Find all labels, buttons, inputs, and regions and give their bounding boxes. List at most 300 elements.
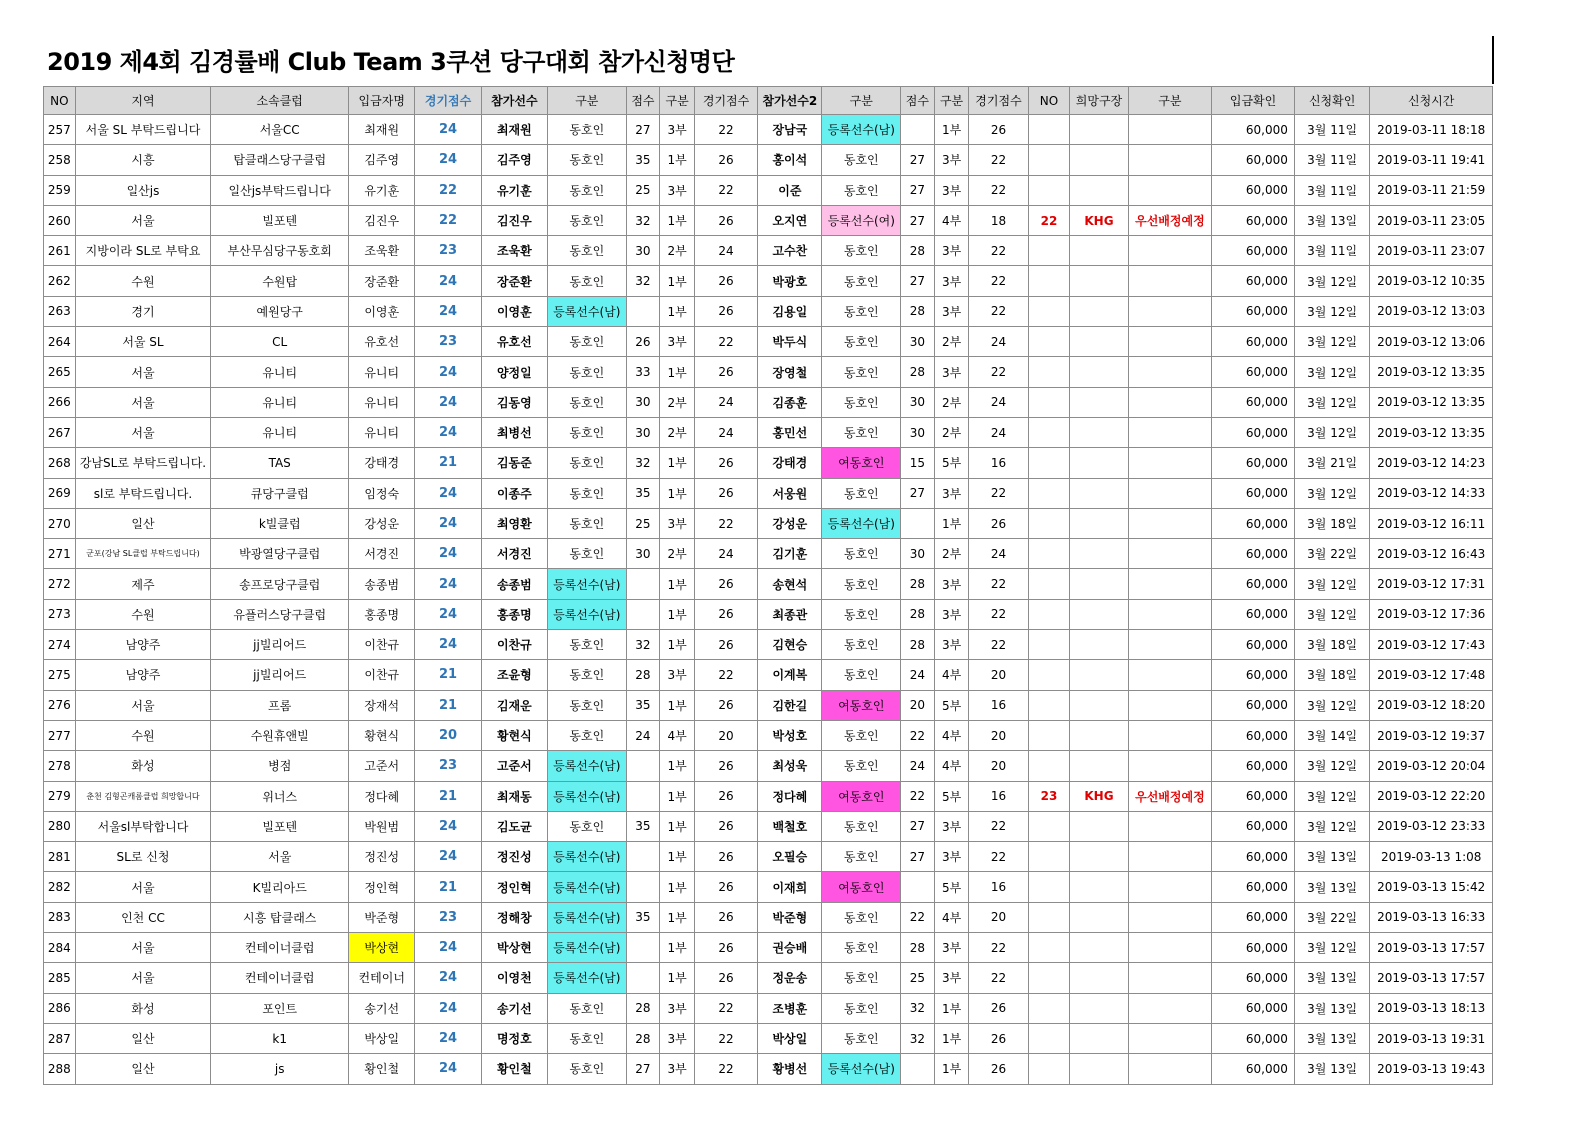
- cell-region: 수원: [75, 720, 211, 750]
- cell-player2-match-score: 22: [969, 569, 1028, 599]
- table-row: [44, 236, 1493, 266]
- header-depositor: 입금자명: [349, 87, 415, 115]
- cell-player2-points: 22: [901, 781, 935, 811]
- cell-player2: 오필승: [758, 842, 822, 872]
- cell-player1-type: 등록선수(남): [548, 569, 627, 599]
- cell-player1-points: [626, 842, 660, 872]
- cell-player1-division: 2부: [660, 417, 695, 447]
- cell-player1-match-score: 26: [694, 902, 757, 932]
- cell-no2: [1028, 1054, 1070, 1084]
- cell-application-confirm: 3월 12일: [1294, 933, 1370, 963]
- cell-player1-points: [626, 751, 660, 781]
- cell-club: 컨테이너클럽: [211, 963, 349, 993]
- cell-application-confirm: 3월 22일: [1294, 902, 1370, 932]
- cell-match-score: 24: [415, 296, 481, 326]
- cell-match-score: 22: [415, 175, 481, 205]
- cell-region: sl로 부탁드립니다.: [75, 478, 211, 508]
- cell-no: 281: [44, 842, 76, 872]
- cell-application-confirm: 3월 12일: [1294, 327, 1370, 357]
- cell-venue-type: 우선배정예정: [1128, 781, 1212, 811]
- cell-application-confirm: 3월 13일: [1294, 872, 1370, 902]
- cell-application-time: 2019-03-12 18:20: [1370, 690, 1493, 720]
- cell-application-confirm: 3월 13일: [1294, 1054, 1370, 1084]
- cell-player2: 황병선: [758, 1054, 822, 1084]
- cell-player1-match-score: 24: [694, 417, 757, 447]
- cell-no: 269: [44, 478, 76, 508]
- cell-no: 271: [44, 539, 76, 569]
- cell-region: 서울: [75, 417, 211, 447]
- cell-preferred-venue: [1070, 599, 1128, 629]
- cell-player2-match-score: 16: [969, 690, 1028, 720]
- cell-player1: 박상현: [481, 933, 547, 963]
- cell-player1-type: 동호인: [548, 1023, 627, 1053]
- cell-venue-type: [1128, 963, 1212, 993]
- cell-venue-type: [1128, 751, 1212, 781]
- cell-player2: 박광호: [758, 266, 822, 296]
- cell-depositor: 김주영: [349, 145, 415, 175]
- cell-player2-division: 3부: [934, 478, 969, 508]
- cell-player1-division: 1부: [660, 933, 695, 963]
- cell-player2: 박상일: [758, 1023, 822, 1053]
- cell-club: 빌포텐: [211, 205, 349, 235]
- cell-player1: 양정일: [481, 357, 547, 387]
- cell-player1-match-score: 26: [694, 569, 757, 599]
- cell-player1-type: 동호인: [548, 993, 627, 1023]
- cell-player1: 황인철: [481, 1054, 547, 1084]
- cell-region: 서울: [75, 933, 211, 963]
- cell-depositor: 홍종명: [349, 599, 415, 629]
- cell-club: k빌클럽: [211, 508, 349, 538]
- cell-player1-type: 동호인: [548, 630, 627, 660]
- cell-venue-type: [1128, 539, 1212, 569]
- cell-application-confirm: 3월 13일: [1294, 993, 1370, 1023]
- cell-payment-confirm: 60,000: [1212, 933, 1295, 963]
- cell-player2-points: 30: [901, 417, 935, 447]
- cell-application-time: 2019-03-11 19:41: [1370, 145, 1493, 175]
- cell-region: 남양주: [75, 630, 211, 660]
- header-player1-type: 구분: [548, 87, 627, 115]
- page-title: 2019 제4회 김경률배 Club Team 3쿠션 당구대회 참가신청명단: [47, 48, 735, 76]
- cell-club: 유니티: [211, 357, 349, 387]
- cell-venue-type: [1128, 327, 1212, 357]
- cell-region: 춘천 김형곤캐롬클럽 희망합니다: [75, 781, 211, 811]
- cell-player1-type: 동호인: [548, 508, 627, 538]
- cell-depositor: 김진우: [349, 205, 415, 235]
- cell-player2-points: 27: [901, 175, 935, 205]
- cell-player1-match-score: 26: [694, 145, 757, 175]
- cell-application-time: 2019-03-11 23:07: [1370, 236, 1493, 266]
- table-row: [44, 720, 1493, 750]
- cell-venue-type: [1128, 872, 1212, 902]
- cell-player1-type: 동호인: [548, 266, 627, 296]
- cell-player2-type: 동호인: [822, 811, 901, 841]
- cell-player1-division: 1부: [660, 902, 695, 932]
- cell-player1-match-score: 26: [694, 630, 757, 660]
- cell-player1-points: [626, 599, 660, 629]
- cell-club: jj빌리어드: [211, 630, 349, 660]
- cell-player1-division: 1부: [660, 478, 695, 508]
- cell-application-time: 2019-03-12 17:43: [1370, 630, 1493, 660]
- cell-player1-match-score: 26: [694, 357, 757, 387]
- cell-preferred-venue: [1070, 448, 1128, 478]
- cell-application-time: 2019-03-11 21:59: [1370, 175, 1493, 205]
- cell-region: 수원: [75, 599, 211, 629]
- cell-preferred-venue: [1070, 357, 1128, 387]
- cell-player2-division: 1부: [934, 1023, 969, 1053]
- header-player1-match-score: 경기점수: [694, 87, 757, 115]
- cell-player1: 김도균: [481, 811, 547, 841]
- cell-venue-type: [1128, 387, 1212, 417]
- cell-player1: 송기선: [481, 993, 547, 1023]
- cell-player2: 송현석: [758, 569, 822, 599]
- cell-region: 화성: [75, 993, 211, 1023]
- cell-payment-confirm: 60,000: [1212, 599, 1295, 629]
- cell-player1: 이찬규: [481, 630, 547, 660]
- cell-player1-points: [626, 872, 660, 902]
- cell-player2-division: 4부: [934, 660, 969, 690]
- cell-player2-points: 27: [901, 145, 935, 175]
- cell-player2-type: 여동호인: [822, 448, 901, 478]
- table-row: [44, 902, 1493, 932]
- cell-no: 258: [44, 145, 76, 175]
- cell-player1-match-score: 26: [694, 296, 757, 326]
- cell-player1-division: 2부: [660, 236, 695, 266]
- cell-no: 279: [44, 781, 76, 811]
- cell-player1-division: 1부: [660, 205, 695, 235]
- cell-player2-points: 28: [901, 236, 935, 266]
- cell-player2: 이재희: [758, 872, 822, 902]
- cell-venue-type: [1128, 933, 1212, 963]
- table-row: [44, 599, 1493, 629]
- cell-player1-type: 동호인: [548, 357, 627, 387]
- cell-no2: [1028, 902, 1070, 932]
- cell-no2: [1028, 115, 1070, 145]
- cell-payment-confirm: 60,000: [1212, 296, 1295, 326]
- cell-player2-match-score: 26: [969, 1023, 1028, 1053]
- cell-depositor: 강성운: [349, 508, 415, 538]
- cell-no2: 23: [1028, 781, 1070, 811]
- cell-club: k1: [211, 1023, 349, 1053]
- cell-player2-match-score: 26: [969, 993, 1028, 1023]
- cell-player2-division: 1부: [934, 1054, 969, 1084]
- cell-player2-match-score: 20: [969, 751, 1028, 781]
- cell-player2-type: 동호인: [822, 357, 901, 387]
- cell-application-confirm: 3월 12일: [1294, 266, 1370, 296]
- cell-payment-confirm: 60,000: [1212, 387, 1295, 417]
- cell-player1-match-score: 26: [694, 478, 757, 508]
- cell-region: 서울: [75, 205, 211, 235]
- cell-no2: [1028, 478, 1070, 508]
- cell-application-confirm: 3월 14일: [1294, 720, 1370, 750]
- cell-preferred-venue: [1070, 872, 1128, 902]
- cell-player1-division: 1부: [660, 963, 695, 993]
- cell-player2-type: 동호인: [822, 145, 901, 175]
- cell-preferred-venue: [1070, 1023, 1128, 1053]
- header-player2-division: 구분: [934, 87, 969, 115]
- cell-application-time: 2019-03-13 18:13: [1370, 993, 1493, 1023]
- cell-player1-division: 1부: [660, 690, 695, 720]
- cell-no: 274: [44, 630, 76, 660]
- cell-player2-type: 동호인: [822, 751, 901, 781]
- cell-depositor: 이영훈: [349, 296, 415, 326]
- cell-player1-division: 1부: [660, 448, 695, 478]
- cell-region: 남양주: [75, 660, 211, 690]
- cell-player1-points: 30: [626, 387, 660, 417]
- cell-player2: 김한길: [758, 690, 822, 720]
- cell-application-confirm: 3월 12일: [1294, 751, 1370, 781]
- cell-player1-type: 등록선수(남): [548, 296, 627, 326]
- cell-depositor: 황인철: [349, 1054, 415, 1084]
- table-row: [44, 205, 1493, 235]
- cell-player2-type: 여동호인: [822, 872, 901, 902]
- cell-no: 276: [44, 690, 76, 720]
- cell-player1-match-score: 26: [694, 266, 757, 296]
- cell-match-score: 24: [415, 478, 481, 508]
- cell-match-score: 24: [415, 417, 481, 447]
- cell-player2-type: 동호인: [822, 599, 901, 629]
- cell-player1-match-score: 20: [694, 720, 757, 750]
- cell-player2-match-score: 22: [969, 599, 1028, 629]
- cell-preferred-venue: [1070, 417, 1128, 447]
- cell-match-score: 24: [415, 963, 481, 993]
- cell-no: 259: [44, 175, 76, 205]
- cell-player2-match-score: 22: [969, 357, 1028, 387]
- cell-player1-points: 24: [626, 720, 660, 750]
- cell-payment-confirm: 60,000: [1212, 357, 1295, 387]
- cell-player1-points: [626, 933, 660, 963]
- cell-player2-type: 동호인: [822, 993, 901, 1023]
- cell-depositor: 강태경: [349, 448, 415, 478]
- cell-no2: [1028, 720, 1070, 750]
- cell-no2: 22: [1028, 205, 1070, 235]
- cell-player2-match-score: 26: [969, 115, 1028, 145]
- header-player2: 참가선수2: [758, 87, 822, 115]
- cell-player1: 최병선: [481, 417, 547, 447]
- cell-player2-points: 27: [901, 811, 935, 841]
- cell-match-score: 21: [415, 690, 481, 720]
- header-player1: 참가선수: [481, 87, 547, 115]
- cell-application-time: 2019-03-12 13:35: [1370, 387, 1493, 417]
- cell-club: 서울CC: [211, 115, 349, 145]
- cell-application-confirm: 3월 22일: [1294, 539, 1370, 569]
- table-row: [44, 115, 1493, 145]
- cell-application-confirm: 3월 12일: [1294, 569, 1370, 599]
- cell-match-score: 22: [415, 205, 481, 235]
- cell-player1-type: 등록선수(남): [548, 872, 627, 902]
- cell-no: 285: [44, 963, 76, 993]
- cell-player2-type: 동호인: [822, 720, 901, 750]
- cell-depositor: 조욱환: [349, 236, 415, 266]
- cell-payment-confirm: 60,000: [1212, 811, 1295, 841]
- table-row: [44, 175, 1493, 205]
- cell-depositor: 고준서: [349, 751, 415, 781]
- cell-no2: [1028, 963, 1070, 993]
- cell-no2: [1028, 145, 1070, 175]
- cell-depositor: 황현식: [349, 720, 415, 750]
- cell-venue-type: [1128, 902, 1212, 932]
- cell-application-time: 2019-03-11 23:05: [1370, 205, 1493, 235]
- cell-player1: 정해창: [481, 902, 547, 932]
- cell-preferred-venue: [1070, 145, 1128, 175]
- cell-player1-division: 1부: [660, 811, 695, 841]
- cell-player2-match-score: 16: [969, 448, 1028, 478]
- cell-player1-points: 35: [626, 902, 660, 932]
- cell-no2: [1028, 811, 1070, 841]
- cell-application-confirm: 3월 12일: [1294, 417, 1370, 447]
- cell-payment-confirm: 60,000: [1212, 963, 1295, 993]
- cell-application-time: 2019-03-12 22:20: [1370, 781, 1493, 811]
- cell-player1: 장준환: [481, 266, 547, 296]
- cell-player2-points: 32: [901, 1023, 935, 1053]
- cell-depositor: 유니티: [349, 417, 415, 447]
- cell-application-time: 2019-03-12 23:33: [1370, 811, 1493, 841]
- cell-match-score: 23: [415, 327, 481, 357]
- cell-application-time: 2019-03-13 16:33: [1370, 902, 1493, 932]
- cell-player2-points: 27: [901, 266, 935, 296]
- cell-player1-points: 28: [626, 1023, 660, 1053]
- cell-club: 부산무심당구동호회: [211, 236, 349, 266]
- header-no2: NO: [1028, 87, 1070, 115]
- cell-application-confirm: 3월 21일: [1294, 448, 1370, 478]
- header-player1-points: 점수: [626, 87, 660, 115]
- cell-player2-points: 30: [901, 327, 935, 357]
- table-row: [44, 811, 1493, 841]
- cell-player2: 오지연: [758, 205, 822, 235]
- cell-venue-type: [1128, 115, 1212, 145]
- cell-player1-points: 32: [626, 266, 660, 296]
- cell-player1-division: 1부: [660, 357, 695, 387]
- cell-player2-type: 등록선수(여): [822, 205, 901, 235]
- cell-payment-confirm: 60,000: [1212, 690, 1295, 720]
- cell-match-score: 24: [415, 539, 481, 569]
- cell-player1-match-score: 26: [694, 872, 757, 902]
- cell-club: 박광열당구클럽: [211, 539, 349, 569]
- table-row: [44, 508, 1493, 538]
- cell-match-score: 24: [415, 1023, 481, 1053]
- cell-no: 280: [44, 811, 76, 841]
- cell-payment-confirm: 60,000: [1212, 236, 1295, 266]
- cell-preferred-venue: [1070, 327, 1128, 357]
- cell-player2-points: 27: [901, 205, 935, 235]
- cell-no2: [1028, 569, 1070, 599]
- cell-club: CL: [211, 327, 349, 357]
- cell-club: K빌리아드: [211, 872, 349, 902]
- cell-player1: 황현식: [481, 720, 547, 750]
- cell-player2: 김종훈: [758, 387, 822, 417]
- cell-no2: [1028, 751, 1070, 781]
- cell-depositor: 유기훈: [349, 175, 415, 205]
- cell-player2-division: 3부: [934, 963, 969, 993]
- cell-application-time: 2019-03-12 14:23: [1370, 448, 1493, 478]
- cell-player2-type: 동호인: [822, 387, 901, 417]
- cell-application-confirm: 3월 13일: [1294, 963, 1370, 993]
- cell-player2-division: 3부: [934, 599, 969, 629]
- cell-player1-match-score: 26: [694, 933, 757, 963]
- cell-player2-type: 동호인: [822, 236, 901, 266]
- cell-player2-match-score: 16: [969, 872, 1028, 902]
- cell-no: 273: [44, 599, 76, 629]
- cell-depositor: 정다혜: [349, 781, 415, 811]
- cell-player1-points: 30: [626, 539, 660, 569]
- table-row: [44, 872, 1493, 902]
- cell-depositor: 송기선: [349, 993, 415, 1023]
- cell-payment-confirm: 60,000: [1212, 993, 1295, 1023]
- cell-player2: 박두식: [758, 327, 822, 357]
- cell-application-time: 2019-03-12 13:03: [1370, 296, 1493, 326]
- cell-player2: 백철호: [758, 811, 822, 841]
- table-row: [44, 842, 1493, 872]
- cell-no2: [1028, 872, 1070, 902]
- cell-player1-points: [626, 963, 660, 993]
- cell-player1-division: 1부: [660, 296, 695, 326]
- cell-player1-match-score: 24: [694, 539, 757, 569]
- cell-venue-type: [1128, 448, 1212, 478]
- cell-preferred-venue: [1070, 842, 1128, 872]
- cell-region: SL로 신청: [75, 842, 211, 872]
- header-venue-type: 구분: [1128, 87, 1212, 115]
- cell-player2: 장남국: [758, 115, 822, 145]
- cell-preferred-venue: [1070, 811, 1128, 841]
- cell-player1: 정인혁: [481, 872, 547, 902]
- registration-table: [43, 86, 1493, 1085]
- cell-player1-match-score: 22: [694, 175, 757, 205]
- header-preferred-venue: 희망구장: [1070, 87, 1128, 115]
- cell-player2-division: 3부: [934, 630, 969, 660]
- cell-player1-type: 등록선수(남): [548, 902, 627, 932]
- header-row: [44, 87, 1493, 115]
- cell-player2-points: 20: [901, 690, 935, 720]
- header-payment-confirm: 입금확인: [1212, 87, 1295, 115]
- cell-no2: [1028, 448, 1070, 478]
- cell-player1-points: 35: [626, 478, 660, 508]
- cell-player1-type: 동호인: [548, 539, 627, 569]
- cell-payment-confirm: 60,000: [1212, 660, 1295, 690]
- cell-player1: 조욱환: [481, 236, 547, 266]
- cell-player2-match-score: 22: [969, 236, 1028, 266]
- cell-player1-division: 3부: [660, 175, 695, 205]
- cell-player2: 고수찬: [758, 236, 822, 266]
- cell-player2: 김현승: [758, 630, 822, 660]
- cell-player1-points: [626, 569, 660, 599]
- cell-match-score: 24: [415, 266, 481, 296]
- cell-club: 포인트: [211, 993, 349, 1023]
- cell-player1-division: 1부: [660, 145, 695, 175]
- cell-application-time: 2019-03-12 14:33: [1370, 478, 1493, 508]
- cell-payment-confirm: 60,000: [1212, 842, 1295, 872]
- cell-preferred-venue: [1070, 478, 1128, 508]
- cell-match-score: 24: [415, 933, 481, 963]
- cell-player2-match-score: 22: [969, 842, 1028, 872]
- cell-match-score: 24: [415, 842, 481, 872]
- cell-player2-type: 동호인: [822, 902, 901, 932]
- cell-preferred-venue: [1070, 539, 1128, 569]
- cell-player2-match-score: 24: [969, 327, 1028, 357]
- cell-player2-type: 동호인: [822, 842, 901, 872]
- cell-payment-confirm: 60,000: [1212, 872, 1295, 902]
- cell-region: 수원: [75, 266, 211, 296]
- cell-player2: 홍민선: [758, 417, 822, 447]
- cell-player2-division: 4부: [934, 720, 969, 750]
- cell-preferred-venue: [1070, 236, 1128, 266]
- cell-player2-division: 2부: [934, 417, 969, 447]
- cell-player2-points: 28: [901, 357, 935, 387]
- cell-player1-type: 동호인: [548, 115, 627, 145]
- cell-application-confirm: 3월 13일: [1294, 1023, 1370, 1053]
- cell-application-confirm: 3월 12일: [1294, 387, 1370, 417]
- cell-club: 탑클래스당구클럽: [211, 145, 349, 175]
- cell-no: 272: [44, 569, 76, 599]
- cell-venue-type: [1128, 842, 1212, 872]
